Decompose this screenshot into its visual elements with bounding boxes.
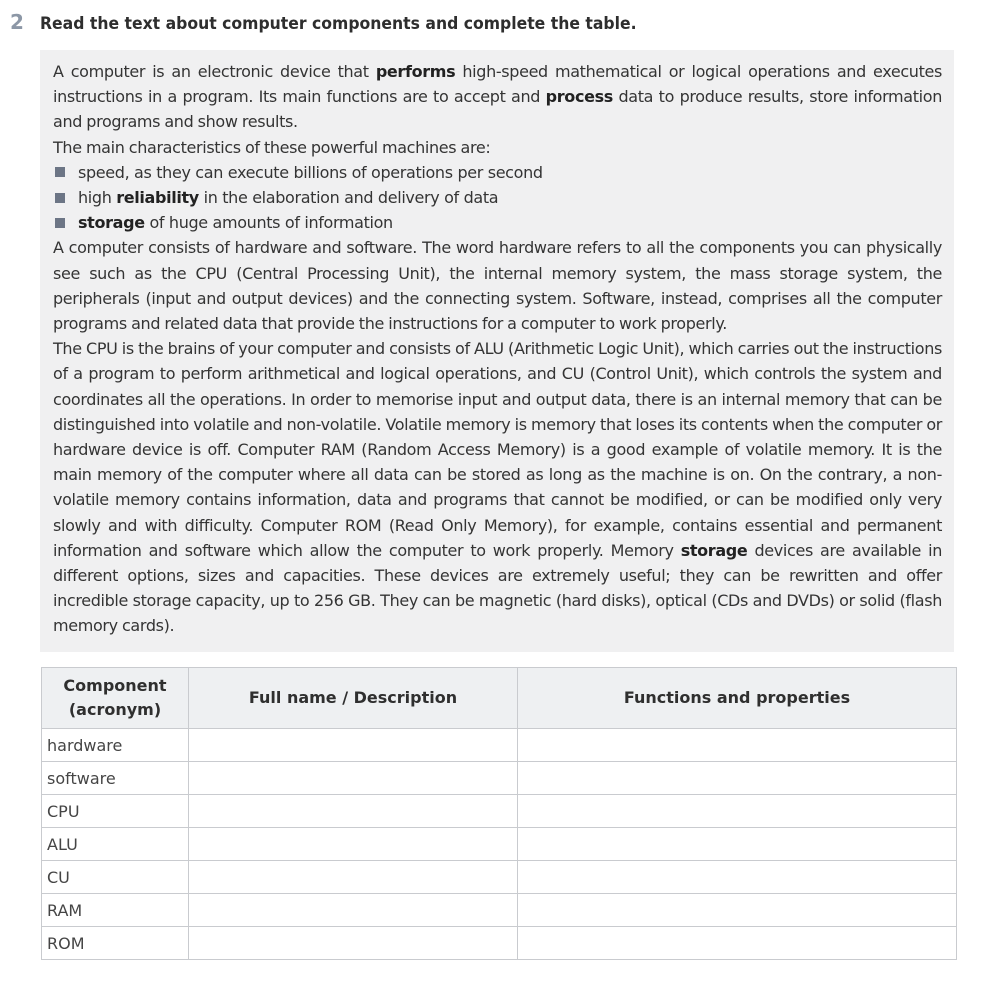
component-cell: CPU: [42, 795, 189, 828]
bold-keyword: performs: [375, 62, 456, 81]
list-item-text: high reliability in the elaboration and delivery of data: [78, 188, 499, 208]
description-answer-cell[interactable]: [189, 927, 518, 960]
characteristics-list: [53, 160, 942, 236]
description-answer-cell[interactable]: [189, 795, 518, 828]
description-answer-cell[interactable]: [189, 729, 518, 762]
table-row: [42, 894, 957, 927]
description-answer-cell[interactable]: [189, 894, 518, 927]
component-cell: CU: [42, 861, 189, 894]
functions-answer-cell[interactable]: [518, 762, 957, 795]
functions-answer-cell[interactable]: [518, 927, 957, 960]
component-cell: hardware: [42, 729, 189, 762]
list-item-text: storage of huge amounts of information: [78, 213, 393, 233]
header-component: [42, 668, 189, 729]
list-item: [53, 185, 942, 210]
bold-keyword: process: [545, 87, 613, 107]
functions-answer-cell[interactable]: [518, 894, 957, 927]
exercise-header: [10, 10, 688, 34]
paragraph-characteristics-lead: The main characteristics of these powerful machines are:: [53, 137, 491, 157]
exercise-instruction: Read the text about computer components and complete the table.: [40, 14, 637, 34]
exercise-number: 2: [10, 10, 24, 34]
table-header-row: [42, 668, 957, 729]
component-cell: software: [42, 762, 189, 795]
square-bullet-icon: [55, 193, 65, 203]
header-component-line2: (acronym): [68, 700, 162, 719]
component-cell: ALU: [42, 828, 189, 861]
description-answer-cell[interactable]: [189, 828, 518, 861]
component-cell: RAM: [42, 894, 189, 927]
functions-answer-cell[interactable]: [518, 861, 957, 894]
paragraph-hardware-software: A computer consists of hardware and software. The word hardware refers to all the components you can physically see such as the CPU (Central Processing Unit), the internal memory system, the mass storage system, the peripherals (input and output devices) and the connecting system. Software, instead, comprises all the computer programs and related data that provide the instructions for a computer to work properly.: [53, 238, 942, 334]
table-row: [42, 729, 957, 762]
header-component-line1: Component: [63, 676, 167, 695]
list-item-text: speed, as they can execute billions of operations per second: [78, 162, 543, 182]
functions-answer-cell[interactable]: [518, 729, 957, 762]
paragraph-intro: A computer is an electronic device that performs high-speed mathematical or logical operations and executes instructions in a program. Its main functions are to accept and process data to produce results, store information and programs and show results.: [53, 62, 942, 132]
table-row: [42, 861, 957, 894]
list-item: [53, 160, 942, 185]
list-item: [53, 210, 942, 235]
paragraph-cpu-memory: The CPU is the brains of your computer and consists of ALU (Arithmetic Logic Unit), which carries out the instructions of a program to perform arithmetical and logical operations, and CU (Control Unit), which controls the system and coordinates all the operations. In order to memorise input and output data, there is an internal memory that can be distinguished into volatile and non-volatile. Volatile memory is memory that loses its contents when the computer or hardware device is off. Computer RAM (Random Access Memory) is a good example of volatile memory. It is the main memory of the computer where all data can be stored as long as the machine is on. On the contrary, a non-volatile memory contains information, data and programs that cannot be modified, or can be modified only very slowly and with difficulty. Computer ROM (Read Only Memory), for example, contains essential and permanent information and software which allow the computer to work properly. Memory storage devices are available in different options, sizes and capacities. These devices are extremely useful; they can be rewritten and offer incredible storage capacity, up to 256 GB. They can be magnetic (hard disks), optical (CDs and DVDs) or solid (flash memory cards).: [53, 339, 942, 636]
table-row: [42, 762, 957, 795]
bold-keyword: storage: [680, 540, 748, 560]
header-functions: Functions and properties: [518, 668, 957, 729]
square-bullet-icon: [55, 167, 65, 177]
table-row: [42, 828, 957, 861]
square-bullet-icon: [55, 218, 65, 228]
table-row: [42, 795, 957, 828]
functions-answer-cell[interactable]: [518, 828, 957, 861]
description-answer-cell[interactable]: [189, 861, 518, 894]
component-cell: ROM: [42, 927, 189, 960]
bold-keyword: reliability: [116, 188, 199, 208]
table-row: [42, 927, 957, 960]
bold-keyword: storage: [78, 213, 145, 233]
reading-text-box: [40, 50, 954, 652]
functions-answer-cell[interactable]: [518, 795, 957, 828]
description-answer-cell[interactable]: [189, 762, 518, 795]
header-description: Full name / Description: [189, 668, 518, 729]
components-table: [41, 667, 957, 960]
